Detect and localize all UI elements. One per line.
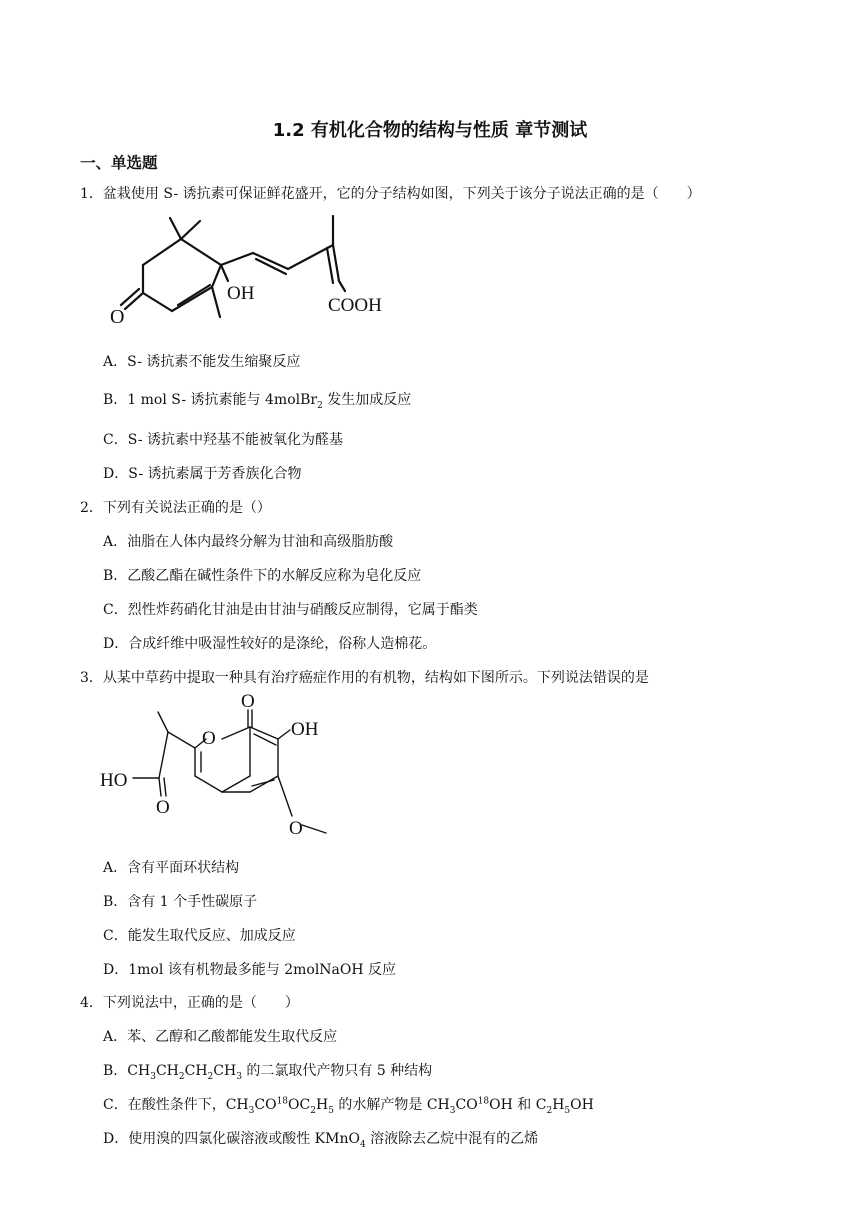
q1-o-label: O [110,306,125,328]
question-3-stem: 3．从某中草药中提取一种具有治疗癌症作用的有机物，结构如下图所示。下列说法错误的是 [80,670,649,686]
q3-o-methoxy-label: O [289,818,303,839]
q3-ho-label: HO [100,770,128,791]
q3-option-a: A．含有平面环状结构 [103,860,240,876]
question-2-stem: 2．下列有关说法正确的是（） [80,500,271,516]
q3-option-c: C．能发生取代反应、加成反应 [103,928,296,944]
q3-oh-label: OH [291,719,319,740]
q3-o-ring-label: O [202,728,216,749]
q2-option-c: C．烈性炸药硝化甘油是由甘油与硝酸反应制得，它属于酯类 [103,602,478,618]
q3-option-b: B．含有 1 个手性碳原子 [103,894,258,910]
q4-option-d: D．使用溴的四氯化碳溶液或酸性 KMnO$_4$ 溶液除去乙烷中混有的乙烯 [103,1131,539,1150]
q2-option-b: B．乙酸乙酯在碱性条件下的水解反应称为皂化反应 [103,568,422,584]
q3-option-d: D．1mol 该有机物最多能与 2molNaOH 反应 [103,962,397,978]
q1-option-b-text: B．1 mol S- 诱抗素能与 4molBr [103,392,318,408]
page-title: 1.2 有机化合物的结构与性质 章节测试 [272,120,588,141]
q2-option-d: D．合成纤维中吸湿性较好的是涤纶，俗称人造棉花。 [103,636,437,652]
q3-o-top-label: O [241,691,255,712]
section-heading: 一、单选题 [80,154,158,172]
q1-oh-label: OH [227,283,255,304]
q1-option-b-sub: 2 [317,400,323,411]
q3-molecule-structure [96,690,336,840]
q1-molecule-structure [108,213,403,330]
q3-o-acid-label: O [156,797,170,818]
q2-option-a: A．油脂在人体内最终分解为甘油和高级脂肪酸 [103,534,394,550]
q1-option-a: A．S- 诱抗素不能发生缩聚反应 [103,354,301,370]
q1-option-d: D．S- 诱抗素属于芳香族化合物 [103,466,302,482]
q4-option-b: B．$CH_3CH_2CH_2CH_3$ 的二氯取代产物只有 5 种结构 [103,1063,433,1082]
question-1-stem: 1．盆栽使用 S- 诱抗素可保证鲜花盛开，它的分子结构如图，下列关于该分子说法正确的是（ ） [80,186,701,202]
q4-option-c: C．在酸性条件下，$CH_3CO^{18}OC_2H_5$ 的水解产物是 $CH_3CO^{18}OH$ 和 $C_2H_5OH$ [103,1096,594,1116]
question-4-stem: 4．下列说法中，正确的是（ ） [80,995,299,1011]
q1-option-c: C．S- 诱抗素中羟基不能被氧化为醛基 [103,432,343,448]
q1-option-b-tail: 发生加成反应 [322,392,412,408]
q4-option-a: A．苯、乙醇和乙酸都能发生取代反应 [103,1029,338,1045]
q1-option-b [103,389,411,409]
q1-cooh-label: COOH [328,295,382,316]
